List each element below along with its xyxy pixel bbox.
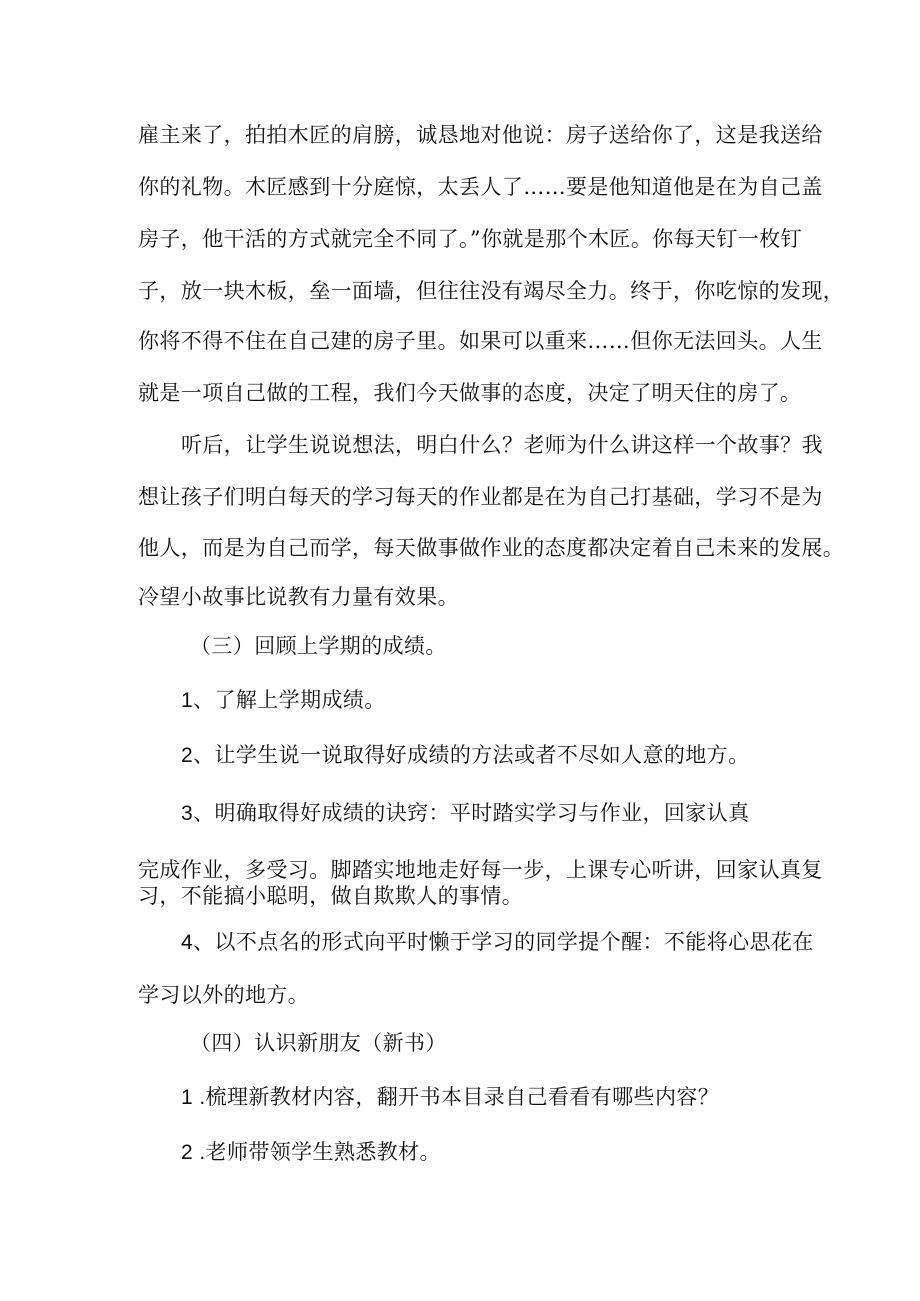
paragraph-line: 学习以外的地方。 (138, 983, 310, 1007)
paragraph-line: 想让孩子们明白每天的学习每天的作业都是在为自己打基础，学习不是为 (138, 485, 823, 509)
paragraph-line: 子，放一块木板，垒一面墙，但往往没有竭尽全力。终于，你吃惊的发现， (138, 279, 845, 303)
paragraph-line: 房子，他干活的方式就完全不同了。”你就是那个木匠。你每天钉一枚钉 (138, 227, 803, 251)
paragraph-line: 冷望小故事比说教有力量有效果。 (138, 585, 459, 609)
list-item: 3、明确取得好成绩的诀窍：平时踏实学习与作业，回家认真 (181, 802, 750, 825)
paragraph-line: 你将不得不住在自己建的房子里。如果可以重来……但你无法回头。人生 (138, 329, 823, 353)
paragraph-line: 听后，让学生说说想法，明白什么？老师为什么讲这样一个故事？我 (181, 433, 823, 457)
paragraph-line: 他人，而是为自己而学，每天做事做作业的态度都决定着自己未来的发展。 (138, 536, 845, 560)
paragraph-line: 习，不能搞小聪明，做自欺欺人的事情。 (138, 884, 524, 908)
paragraph-line: 雇主来了，拍拍木匠的肩膀，诚恳地对他说：房子送给你了，这是我送给 (138, 123, 823, 147)
list-item: 2 .老师带领学生熟悉教材。 (181, 1141, 441, 1164)
list-item: 4、以不点名的形式向平时懒于学习的同学提个醒：不能将心思花在 (181, 931, 814, 954)
list-item: 2、让学生说一说取得好成绩的方法或者不尽如人意的地方。 (181, 744, 750, 767)
paragraph-line: 你的礼物。木匠感到十分庭惊，太丢人了……要是他知道他是在为自己盖 (138, 175, 823, 199)
paragraph-line: 完成作业，多受习。脚踏实地地走好每一步，上课专心听讲，回家认真复 (138, 858, 823, 882)
section-heading: （三）回顾上学期的成绩。 (190, 634, 447, 658)
list-item: 1 .梳理新教材内容，翻开书本目录自己看看有哪些内容？ (181, 1086, 720, 1109)
paragraph-line: 就是一项自己做的工程，我们今天做事的态度，决定了明天住的房了。 (138, 381, 802, 405)
list-item: 1、了解上学期成绩。 (181, 689, 386, 712)
section-heading: （四）认识新朋友（新书） (190, 1031, 447, 1055)
